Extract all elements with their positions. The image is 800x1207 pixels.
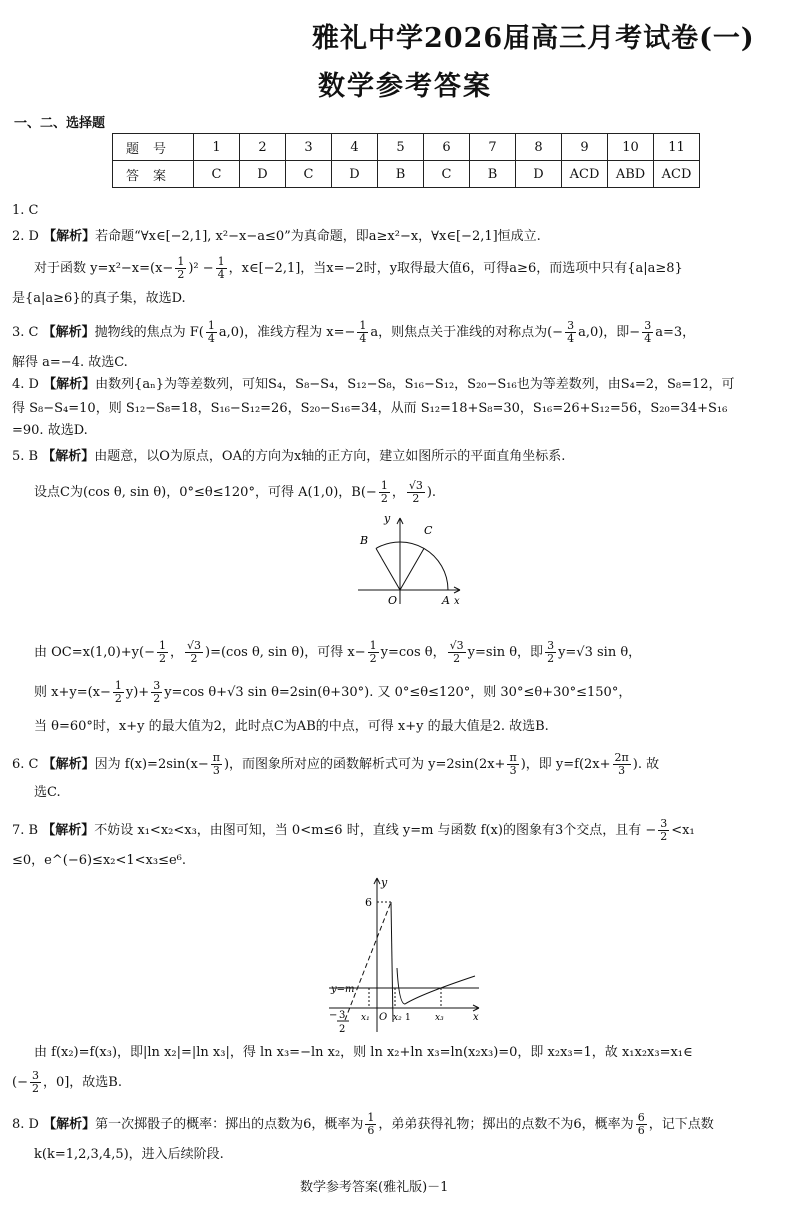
label-b: B [360,534,369,547]
numerator: 1 [177,255,185,268]
q1-answer: 1. C [12,203,39,218]
denominator: 4 [567,332,575,345]
numerator: 6 [637,1111,645,1124]
numerator: 3 [567,319,575,332]
q5-line-2 [34,480,436,505]
q5-line-4 [34,680,631,705]
q4-line-3: =90. 故选D. [12,423,88,438]
q3-text: a，则焦点关于准线的对称点为(− [370,325,564,340]
denominator: 2 [453,652,461,665]
table-cell: 5 [378,134,424,161]
fraction [175,256,186,281]
fraction [407,480,425,505]
q5-text: y=cos θ， [380,645,446,660]
numerator: 1 [369,639,377,652]
table-cell: ACD [654,161,700,188]
fraction [642,320,653,345]
table-cell: 3 [286,134,332,161]
label-three: 3 [339,1010,346,1021]
numerator: 3 [644,319,652,332]
q5-text: y=cos θ+√3 sin θ=2sin(θ+30°). 又 0°≤θ≤120°，则 30°≤θ+30°≤150°， [164,685,632,700]
denominator: 2 [153,692,161,705]
table-cell: ACD [562,161,608,188]
numerator: π [212,751,220,764]
denominator: 4 [217,268,225,281]
fraction [151,680,162,705]
label-x2: x₂ [393,1013,402,1023]
label-one: 1 [405,1013,411,1023]
q5-number: 5. B [12,449,39,464]
q3-text: 抛物线的焦点为 F( [94,325,204,340]
denominator: 2 [660,830,668,843]
table-cell: C [194,161,240,188]
q2-number: 2. D [12,229,39,244]
fraction [658,818,669,843]
q6-text: )，而图象所对应的函数解析式可为 y=2sin(2x+ [223,757,506,772]
fraction [565,320,576,345]
asymptote-curve [391,902,393,1022]
numerator: 1 [380,479,388,492]
table-cell: 8 [516,134,562,161]
denominator: 2 [547,652,555,665]
numerator: √3 [187,639,202,652]
table-cell: B [378,161,424,188]
q7-text: 不妨设 x₁<x₂<x₃，由图可知，当 0<m≤6 时，直线 y=m 与函数 f(x)的图象有3个交点，且有 − [94,823,657,838]
vector-ob [376,548,400,590]
denominator: 6 [637,1124,645,1137]
fraction [448,640,466,665]
q2-analysis-tag: 【解析】 [43,229,96,244]
fraction [113,680,124,705]
q6-number: 6. C [12,757,39,772]
q7-number: 7. B [12,823,39,838]
q5-text: y)+ [125,685,150,700]
q6-text: ). 故 [632,757,660,772]
q7-text: ，0]，故选B. [42,1075,122,1090]
fraction [507,752,518,777]
page-footer: 数学参考答案(雅礼版)－1 [300,1180,449,1195]
label-x1: x₁ [361,1013,370,1023]
numerator: √3 [449,639,464,652]
denominator: 3 [509,764,517,777]
label-c: C [424,524,433,537]
table-cell: 11 [654,134,700,161]
q5-analysis-tag: 【解析】 [42,449,95,464]
q5-text: 由 OC=x(1,0)+y(− [34,645,155,660]
numerator: 1 [114,679,122,692]
q7-analysis-tag: 【解析】 [42,823,95,838]
row-label-answer: 答案 [113,161,194,188]
label-two: 2 [339,1024,346,1035]
table-cell: D [516,161,562,188]
q2-line-3: 是{a|a≥6}的真子集，故选D. [12,291,186,306]
q7-figure [325,872,485,1042]
q3-line-2: 解得 a=−4. 故选C. [12,355,128,370]
q7-line-2: ≤0，e^(−6)≤x₂<1<x₃≤e⁶. [12,853,187,868]
q2-text: ，x∈[−2,1]，当x=−2时，y取得最大值6，可得a≥6，而选项中只有{a|a≥8} [228,261,683,276]
q3-text: a,0)，准线方程为 x=− [218,325,356,340]
section-heading: 一、二、选择题 [14,116,106,131]
label-y-m: y=m [331,984,355,995]
q6-line-1 [12,752,659,777]
q3-analysis-tag: 【解析】 [42,325,95,340]
numerator: √3 [408,479,423,492]
fraction [365,1112,376,1137]
q2-text: )² − [188,261,214,276]
table-row-answers [113,161,700,188]
table-cell: 9 [562,134,608,161]
q6-analysis-tag: 【解析】 [42,757,95,772]
q8-text: 第一次掷骰子的概率：掷出的点数为6，概率为 [95,1117,364,1132]
fraction [157,640,168,665]
label-x3: x₃ [435,1013,444,1023]
denominator: 4 [359,332,367,345]
q5-figure [350,512,470,607]
table-cell: C [286,161,332,188]
q5-line-1 [12,448,565,466]
q4-line-2: 得 S₈−S₄=10，则 S₁₂−S₈=18，S₁₆−S₁₂=26，S₂₀−S₁₆=34，从而 S₁₂=18+S₈=30，S₁₆=26+S₁₂=56，S₂₀=34+S₁₆ [12,401,728,416]
table-cell: 1 [194,134,240,161]
answer-subtitle: 数学参考答案 [318,71,492,102]
table-cell: ABD [608,161,654,188]
table-cell: 10 [608,134,654,161]
label-x: x [454,596,460,607]
numerator: 3 [153,679,161,692]
denominator: 2 [412,492,420,505]
q7-text: (− [12,1075,28,1090]
denominator: 2 [369,652,377,665]
denominator: 4 [644,332,652,345]
numerator: 3 [660,817,668,830]
q4-text: 由数列{aₙ}为等差数列，可知S₄，S₈−S₄，S₁₂−S₈，S₁₆−S₁₂，S₂₀−S₁₆也为等差数列，由S₄=2，S₈=12，可 [95,377,735,392]
fraction [613,752,631,777]
q8-line-2: k(k=1,2,3,4,5)，进入后续阶段. [34,1147,224,1162]
label-a: A [442,594,450,607]
numerator: 1 [359,319,367,332]
fraction [379,480,390,505]
q8-line-1 [12,1112,714,1137]
table-cell: B [470,161,516,188]
q2-text: 若命题“∀x∈[−2,1], x²−x−a≤0”为真命题，即a≥x²−x，∀x∈[−2,1]恒成立. [95,229,541,244]
table-cell: 7 [470,134,516,161]
denominator: 3 [618,764,626,777]
q2-line-1 [12,228,541,246]
table-cell: 4 [332,134,378,161]
q5-text: y=√3 sin θ， [558,645,642,660]
dashed-segment [345,902,391,1020]
fraction [357,320,368,345]
numerator: 1 [158,639,166,652]
numerator: 3 [31,1069,39,1082]
q3-line-1 [12,320,695,345]
q6-text: )，即 y=f(2x+ [520,757,611,772]
numerator: 3 [547,639,555,652]
q5-text: 则 x+y=(x− [34,685,111,700]
fraction [185,640,203,665]
q5-text: y=sin θ，即 [467,645,544,660]
q5-text: ， [169,645,183,660]
numerator: 2π [614,751,629,764]
fraction [545,640,556,665]
q7-line-1 [12,818,695,843]
denominator: 4 [207,332,215,345]
label-six: 6 [365,896,372,909]
unit-arc [376,542,448,590]
table-cell: D [332,161,378,188]
numerator: 1 [367,1111,375,1124]
q4-line-1 [12,376,735,394]
answer-table [112,133,700,188]
q6-line-2: 选C. [34,785,61,800]
table-cell: D [240,161,286,188]
fraction [30,1070,41,1095]
q7-text: <x₁ [671,823,695,838]
q7-line-4 [12,1070,122,1095]
vector-oc [400,548,424,590]
label-o: O [388,594,398,607]
log-curve [397,968,475,1004]
q5-line-3 [34,640,641,665]
q5-text: ). [426,485,437,500]
fraction [211,752,222,777]
label-y: y [381,876,388,889]
fraction [206,320,217,345]
table-cell: C [424,161,470,188]
row-label-question: 题号 [113,134,194,161]
label-o: O [379,1012,388,1023]
q3-text: a=3， [655,325,696,340]
denominator: 6 [367,1124,375,1137]
q4-analysis-tag: 【解析】 [43,377,96,392]
q2-line-2 [34,256,683,281]
denominator: 2 [380,492,388,505]
q6-text: 因为 f(x)=2sin(x− [94,757,209,772]
denominator: 2 [114,692,122,705]
numerator: 1 [207,319,215,332]
table-row-numbers [113,134,700,161]
q8-analysis-tag: 【解析】 [43,1117,96,1132]
label-y: y [384,512,391,525]
q2-text: 对于函数 y=x²−x=(x− [34,261,174,276]
q5-text: 设点C为(cos θ, sin θ)，0°≤θ≤120°，可得 A(1,0)，B(− [34,485,377,500]
q5-text: ， [391,485,405,500]
numerator: 1 [217,255,225,268]
q8-number: 8. D [12,1117,39,1132]
q5-text: 由题意，以O为原点，OA的方向为x轴的正方向，建立如图所示的平面直角坐标系. [94,449,566,464]
denominator: 2 [158,652,166,665]
fraction [216,256,227,281]
q7-line-3: 由 f(x₂)=f(x₃)，即|ln x₂|=|ln x₃|，得 ln x₃=−ln x₂，则 ln x₂+ln x₃=ln(x₂x₃)=0，即 x₂x₃=1，故 x₁x₂x₃=x₁∈ [34,1045,693,1060]
label-x: x [473,1012,479,1023]
q5-text: )=(cos θ, sin θ)，可得 x− [205,645,366,660]
fraction [636,1112,647,1137]
denominator: 3 [212,764,220,777]
q8-text: ，记下点数 [648,1117,714,1132]
denominator: 2 [190,652,198,665]
fraction [368,640,379,665]
exam-title: 雅礼中学2026届高三月考试卷(一) [312,23,755,54]
q3-text: a,0)，即− [578,325,641,340]
q8-text: ，弟弟获得礼物；掷出的点数不为6，概率为 [378,1117,634,1132]
label-neg: − [329,1010,338,1021]
numerator: π [509,751,517,764]
q3-number: 3. C [12,325,39,340]
table-cell: 2 [240,134,286,161]
denominator: 2 [177,268,185,281]
q4-number: 4. D [12,377,39,392]
q5-line-5: 当 θ=60°时，x+y 的最大值为2，此时点C为AB的中点，可得 x+y 的最大值是2. 故选B. [34,719,549,734]
denominator: 2 [31,1082,39,1095]
table-cell: 6 [424,134,470,161]
